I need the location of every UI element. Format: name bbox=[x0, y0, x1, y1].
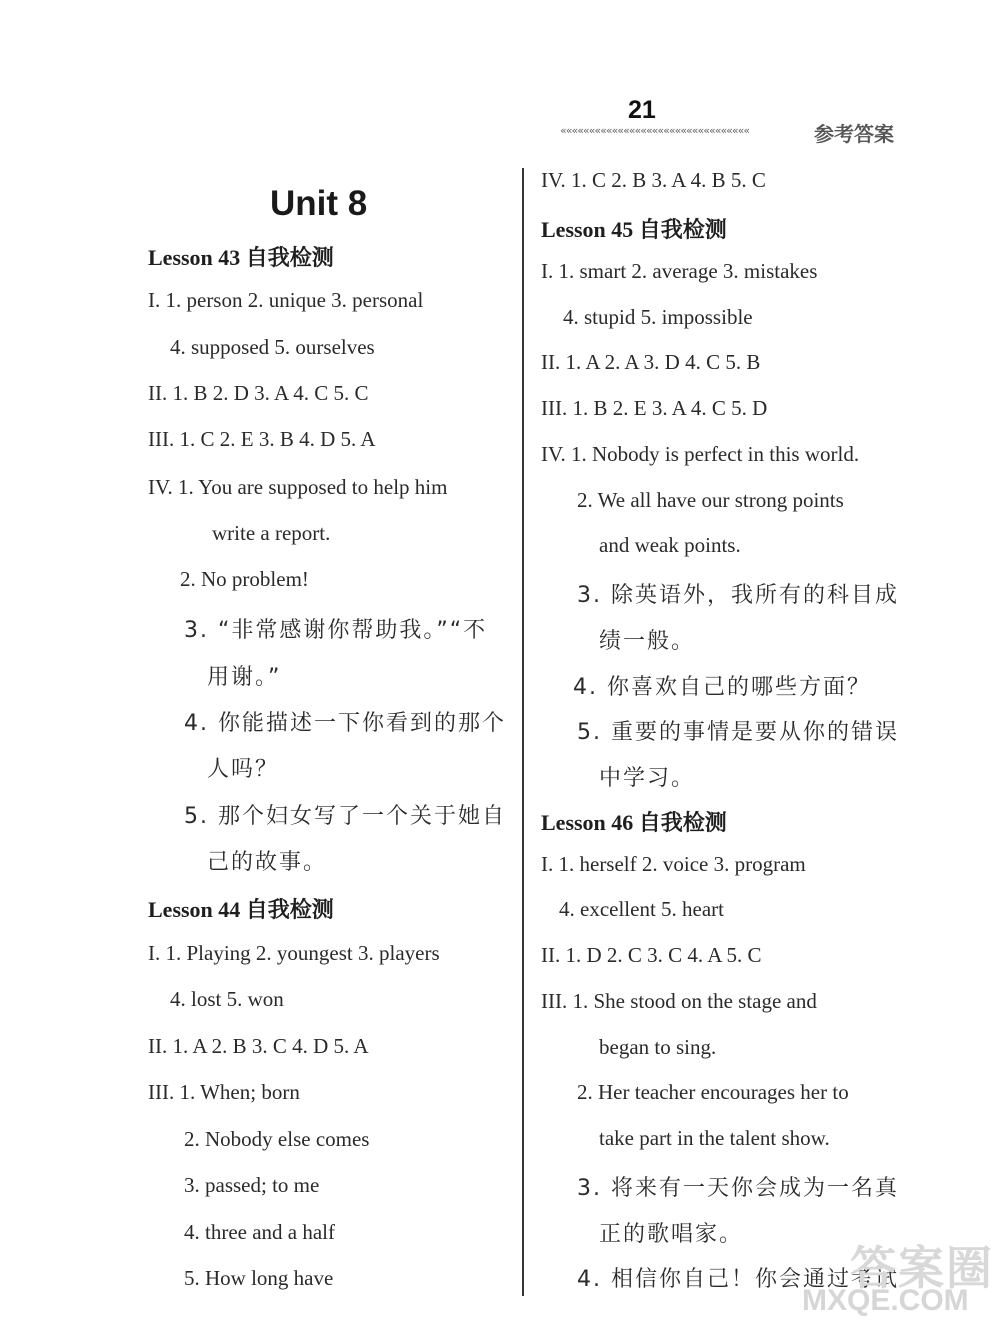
answer-line: I. 1. smart 2. average 3. mistakes bbox=[541, 259, 818, 283]
answer-line: 4. lost 5. won bbox=[170, 987, 284, 1011]
answer-line: take part in the talent show. bbox=[599, 1126, 830, 1150]
watermark-url: MXQE.COM bbox=[802, 1284, 969, 1317]
answer-line: II. 1. A 2. B 3. C 4. D 5. A bbox=[148, 1034, 369, 1058]
answer-line: 4. stupid 5. impossible bbox=[563, 305, 753, 329]
answer-line: 4. excellent 5. heart bbox=[559, 897, 725, 921]
answer-line: 2. We all have our strong points bbox=[577, 488, 844, 512]
answer-line: II. 1. A 2. A 3. D 4. C 5. B bbox=[541, 350, 761, 374]
answer-line: write a report. bbox=[212, 521, 331, 545]
answer-line: 4. 你能描述一下你看到的那个 bbox=[184, 711, 506, 736]
header-decoration: ««««««««««««««««««««««««««««««««« bbox=[560, 124, 750, 137]
answer-line: 正的歌唱家。 bbox=[599, 1222, 744, 1247]
answer-line: IV. 1. C 2. B 3. A 4. B 5. C bbox=[541, 168, 766, 192]
answer-line: 3. passed; to me bbox=[184, 1173, 320, 1197]
answer-line: 人吗？ bbox=[207, 757, 280, 782]
answer-line: II. 1. D 2. C 3. C 4. A 5. C bbox=[541, 943, 762, 967]
unit-title: Unit 8 bbox=[270, 184, 368, 223]
answer-line: 用谢。” bbox=[207, 665, 282, 690]
answer-line: 3. 除英语外，我所有的科目成 bbox=[577, 583, 899, 608]
answer-line: 绩一般。 bbox=[599, 629, 696, 654]
answer-line: III. 1. C 2. E 3. B 4. D 5. A bbox=[148, 427, 376, 451]
answer-line: 3. 将来有一天你会成为一名真 bbox=[577, 1176, 899, 1201]
header-label: 参考答案 bbox=[814, 122, 894, 146]
page-number: 21 bbox=[628, 96, 656, 124]
answer-line: III. 1. She stood on the stage and bbox=[541, 989, 817, 1013]
answer-line: 3. “非常感谢你帮助我。”“不 bbox=[184, 618, 488, 643]
lesson-43-heading: Lesson 43 自我检测 bbox=[148, 245, 334, 270]
answer-line: 2. Her teacher encourages her to bbox=[577, 1080, 849, 1104]
column-divider bbox=[522, 168, 524, 1296]
answer-line: I. 1. herself 2. voice 3. program bbox=[541, 852, 806, 876]
answer-line: IV. 1. You are supposed to help him bbox=[148, 475, 448, 499]
answer-line: 4. supposed 5. ourselves bbox=[170, 335, 375, 359]
answer-line: 5. 重要的事情是要从你的错误 bbox=[577, 720, 899, 745]
answer-line: 4. 相信你自己！你会通过考试 bbox=[577, 1267, 899, 1292]
answer-line: I. 1. person 2. unique 3. personal bbox=[148, 288, 424, 312]
answer-line: III. 1. When; born bbox=[148, 1080, 300, 1104]
answer-line: 2. No problem! bbox=[180, 567, 309, 591]
watermark-logo: 答案圈 bbox=[850, 1241, 994, 1295]
answer-line: 4. three and a half bbox=[184, 1220, 336, 1244]
answer-line: II. 1. B 2. D 3. A 4. C 5. C bbox=[148, 381, 369, 405]
answer-line: I. 1. Playing 2. youngest 3. players bbox=[148, 941, 440, 965]
answer-line: 5. How long have bbox=[184, 1266, 334, 1290]
answer-line: began to sing. bbox=[599, 1035, 717, 1059]
answer-line: 5. 那个妇女写了一个关于她自 bbox=[184, 804, 506, 829]
lesson-45-heading: Lesson 45 自我检测 bbox=[541, 217, 727, 242]
lesson-44-heading: Lesson 44 自我检测 bbox=[148, 897, 334, 922]
answer-line: and weak points. bbox=[599, 533, 741, 557]
answer-line: IV. 1. Nobody is perfect in this world. bbox=[541, 442, 860, 466]
answer-line: 中学习。 bbox=[599, 766, 696, 791]
answer-line: 2. Nobody else comes bbox=[184, 1127, 370, 1151]
answer-line: III. 1. B 2. E 3. A 4. C 5. D bbox=[541, 396, 768, 420]
answer-line: 己的故事。 bbox=[207, 850, 328, 875]
lesson-46-heading: Lesson 46 自我检测 bbox=[541, 810, 727, 835]
answer-line: 4. 你喜欢自己的哪些方面？ bbox=[573, 675, 871, 700]
